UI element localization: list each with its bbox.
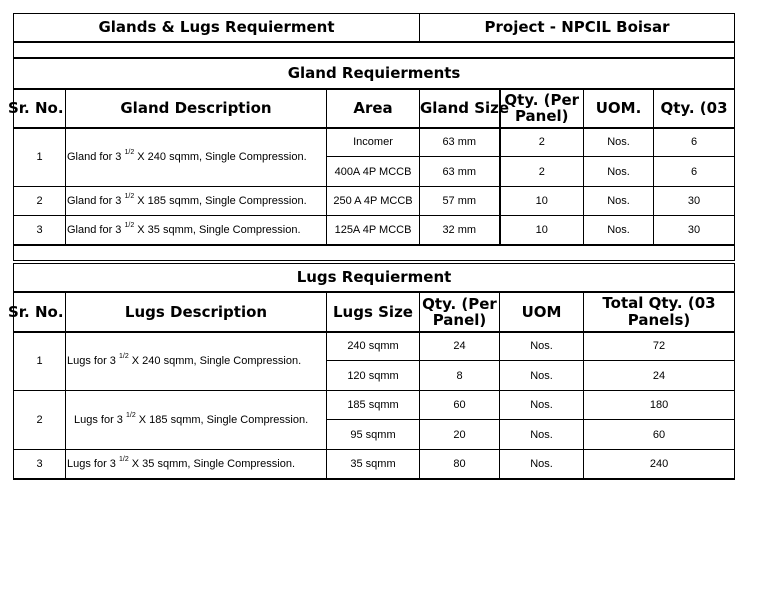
lugs-qty: 24 bbox=[420, 332, 500, 361]
gland-section-title: Gland Requierments bbox=[14, 59, 735, 89]
gland-area: 125A 4P MCCB bbox=[327, 216, 420, 245]
gland-area: Incomer bbox=[327, 128, 420, 157]
gland-size: 57 mm bbox=[420, 187, 500, 216]
gland-qty: 10 bbox=[500, 216, 584, 245]
lugs-sr: 1 bbox=[14, 332, 66, 391]
gland-header-total: Qty. (03 bbox=[654, 89, 735, 128]
gland-desc: Gland for 3 $^{1/2}$ X 185 sqmm, Single Compression. bbox=[66, 187, 327, 216]
lugs-header-desc: Lugs Description bbox=[66, 292, 327, 332]
lugs-uom: Nos. bbox=[500, 450, 584, 479]
gland-desc: Gland for 3 $^{1/2}$ X 35 sqmm, Single Compression. bbox=[66, 216, 327, 245]
lugs-total: 60 bbox=[584, 420, 735, 450]
gland-uom: Nos. bbox=[584, 157, 654, 187]
lugs-size: 120 sqmm bbox=[327, 361, 420, 391]
gland-total: 30 bbox=[654, 216, 735, 245]
gland-qty: 2 bbox=[500, 157, 584, 187]
lugs-uom: Nos. bbox=[500, 332, 584, 361]
lugs-header-sr: Sr. No. bbox=[14, 292, 66, 332]
lugs-table bbox=[8, 263, 735, 480]
gland-area: 250 A 4P MCCB bbox=[327, 187, 420, 216]
lugs-desc: Lugs for 3 $^{1/2}$ X 35 sqmm, Single Compression. bbox=[66, 450, 327, 479]
gland-size: 32 mm bbox=[420, 216, 500, 245]
lugs-header-total: Total Qty. (03 Panels) bbox=[584, 292, 735, 332]
gland-header-size: Gland Size bbox=[420, 89, 500, 128]
lugs-uom: Nos. bbox=[500, 420, 584, 450]
lugs-size: 35 sqmm bbox=[327, 450, 420, 479]
project-name: Project - NPCIL Boisar bbox=[420, 14, 735, 42]
lugs-header-size: Lugs Size bbox=[327, 292, 420, 332]
gland-table bbox=[8, 58, 735, 261]
lugs-uom: Nos. bbox=[500, 361, 584, 391]
gland-total: 6 bbox=[654, 157, 735, 187]
lugs-uom: Nos. bbox=[500, 391, 584, 420]
gland-header-qty: Qty. (Per Panel) bbox=[500, 89, 584, 128]
gland-header-desc: Gland Description bbox=[66, 89, 327, 128]
gland-qty: 2 bbox=[500, 128, 584, 157]
gland-area: 400A 4P MCCB bbox=[327, 157, 420, 187]
document-title: Glands & Lugs Requierment bbox=[14, 14, 420, 42]
gland-total: 6 bbox=[654, 128, 735, 157]
spacer-row bbox=[14, 42, 735, 58]
lugs-sr: 3 bbox=[14, 450, 66, 479]
gland-header-sr: Sr. No. bbox=[14, 89, 66, 128]
gland-uom: Nos. bbox=[584, 187, 654, 216]
lugs-total: 72 bbox=[584, 332, 735, 361]
lugs-qty: 20 bbox=[420, 420, 500, 450]
title-table bbox=[13, 13, 735, 58]
lugs-qty: 8 bbox=[420, 361, 500, 391]
lugs-desc: Lugs for 3 $^{1/2}$ X 240 sqmm, Single Compression. bbox=[66, 332, 327, 391]
lugs-qty: 80 bbox=[420, 450, 500, 479]
gland-qty: 10 bbox=[500, 187, 584, 216]
lugs-qty: 60 bbox=[420, 391, 500, 420]
gland-total: 30 bbox=[654, 187, 735, 216]
gland-size: 63 mm bbox=[420, 128, 500, 157]
gland-sr: 3 bbox=[14, 216, 66, 245]
lugs-total: 240 bbox=[584, 450, 735, 479]
gland-sr: 2 bbox=[14, 187, 66, 216]
lugs-header-qty: Qty. (Per Panel) bbox=[420, 292, 500, 332]
gland-desc: Gland for 3 $^{1/2}$ X 240 sqmm, Single Compression. bbox=[66, 128, 327, 187]
spacer-row bbox=[14, 245, 735, 261]
lugs-desc: Lugs for 3 $^{1/2}$ X 185 sqmm, Single Compression. bbox=[66, 391, 327, 450]
gland-uom: Nos. bbox=[584, 216, 654, 245]
lugs-header-uom: UOM bbox=[500, 292, 584, 332]
gland-header-uom: UOM. bbox=[584, 89, 654, 128]
gland-uom: Nos. bbox=[584, 128, 654, 157]
gland-header-area: Area bbox=[327, 89, 420, 128]
lugs-total: 24 bbox=[584, 361, 735, 391]
lugs-size: 240 sqmm bbox=[327, 332, 420, 361]
lugs-sr: 2 bbox=[14, 391, 66, 450]
gland-sr: 1 bbox=[14, 128, 66, 187]
lugs-size: 185 sqmm bbox=[327, 391, 420, 420]
lugs-section-title: Lugs Requierment bbox=[14, 264, 735, 292]
lugs-size: 95 sqmm bbox=[327, 420, 420, 450]
gland-size: 63 mm bbox=[420, 157, 500, 187]
lugs-total: 180 bbox=[584, 391, 735, 420]
